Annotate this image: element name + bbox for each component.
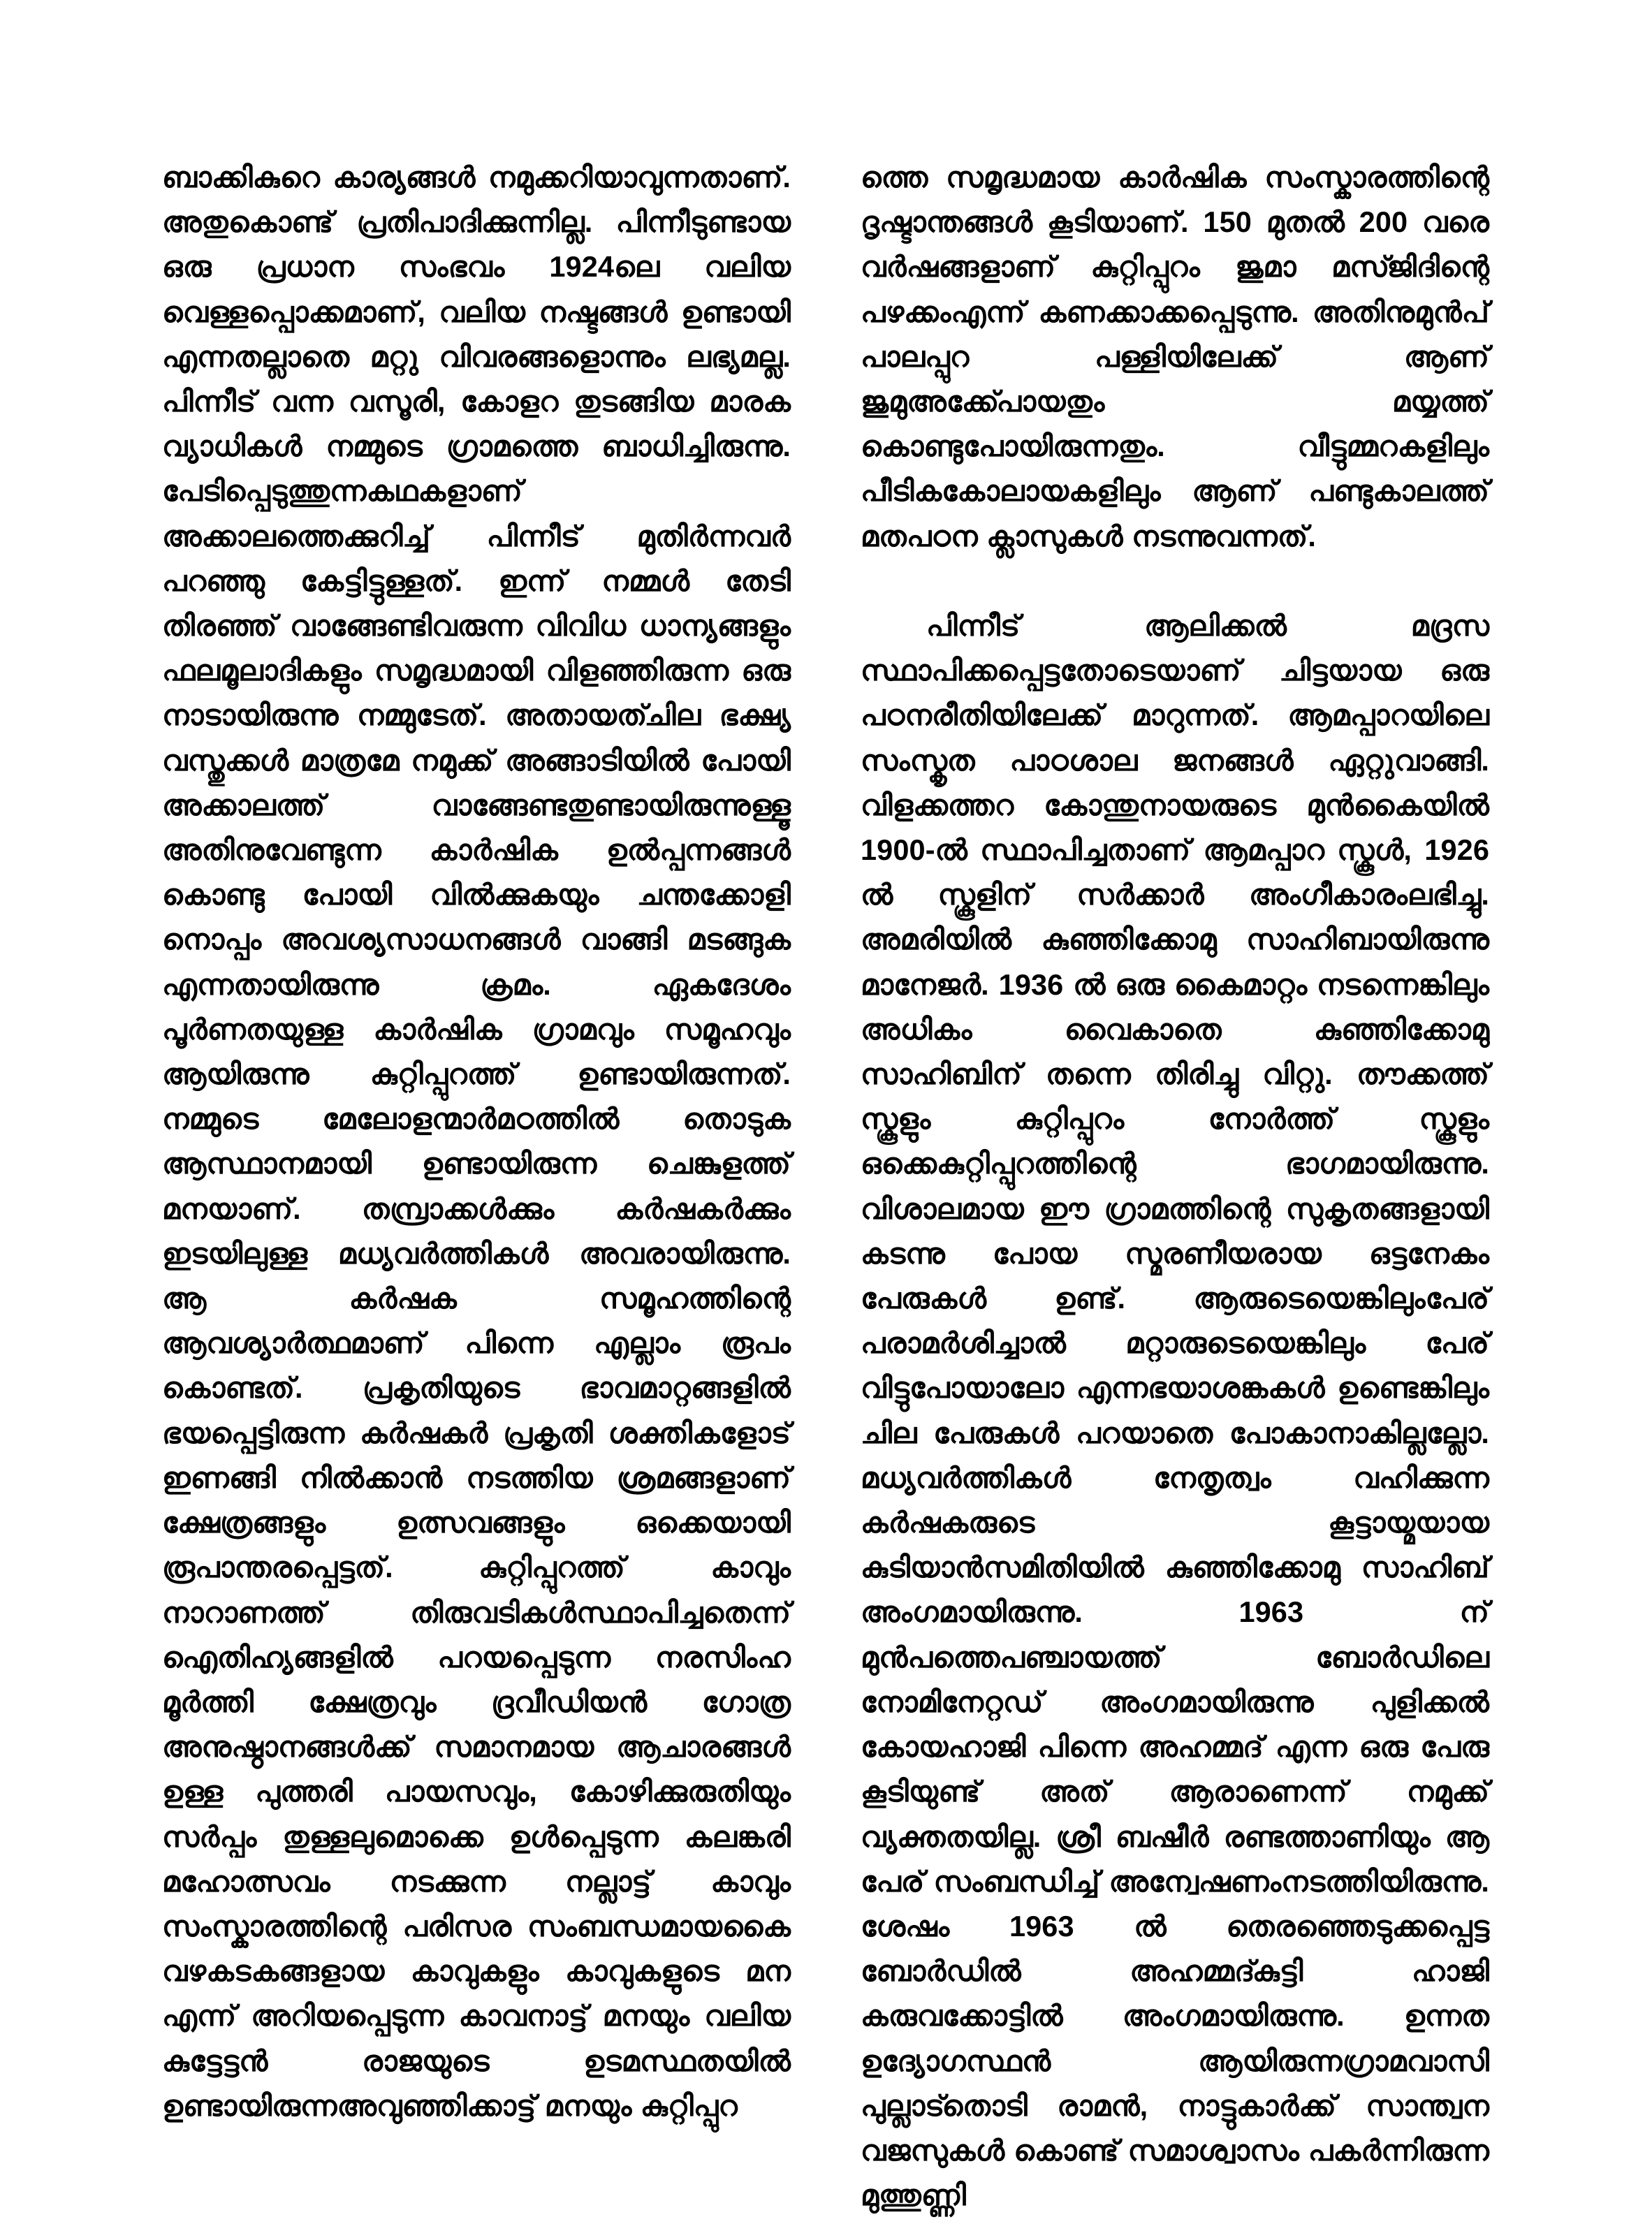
left-column-paragraph-1: ബാക്കികുറെ കാര്യങ്ങൾ നമുക്കറിയാവുന്നതാണ്. അതുകൊണ്ട് പ്രതിപാദിക്കുന്നില്ല. പിന്നീടുണ്ടായ ഒരു പ്രധാന സംഭവം 1924ലെ വലിയ വെള്ളപ്പൊക്കമാണ്, വലിയ നഷ്ടങ്ങൾ ഉണ്ടായി എന്നതല്ലാതെ മറ്റു വിവരങ്ങളൊന്നും ലഭ്യമല്ല. പിന്നീട് വന്ന വസൂരി, കോളറ തുടങ്ങിയ മാരക വ്യാധികൾ നമ്മുടെ ഗ്രാമത്തെ ബാധിച്ചിരുന്നു. പേടിപ്പെടുത്തുന്നകഥകളാണ് അക്കാലത്തെക്കുറിച്ച് പിന്നീട് മുതിർന്നവർ പറഞ്ഞു കേട്ടിട്ടുള്ളത്. ഇന്ന് നമ്മൾ തേടി തിരഞ്ഞ് വാങ്ങേണ്ടിവരുന്ന വിവിധ ധാന്യങ്ങളും ഫലമൂലാദികളും സമൃദ്ധമായി വിളഞ്ഞിരുന്ന ഒരു നാടായിരുന്നു നമ്മുടേത്. അതായത്ചില ഭക്ഷ്യ വസ്തുക്കൾ മാത്രമേ നമുക്ക് അങ്ങാടിയിൽ പോയി അക്കാലത്ത് വാങ്ങേണ്ടതുണ്ടായിരുന്നുള്ളൂ അതിനുവേണ്ടുന്ന കാർഷിക ഉൽപ്പന്നങ്ങൾ കൊണ്ടു പോയി വിൽക്കുകയും ചന്തക്കോളി നൊപ്പം അവശ്യസാധനങ്ങൾ വാങ്ങി മടങ്ങുക എന്നതായിരുന്നു ക്രമം. ഏകദേശം പൂർണതയുള്ള കാർഷിക ഗ്രാമവും സമൂഹവും ആയിരുന്നു കുറ്റിപ്പുറത്ത് ഉണ്ടായിരുന്നത്. നമ്മുടെ മേലോളന്മാർമഠത്തിൽ തൊടുക ആസ്ഥാനമായി ഉണ്ടായിരുന്ന ചെങ്കുളത്ത് മനയാണ്. തമ്പ്രാക്കൾക്കും കർഷകർക്കും ഇടയിലുള്ള മധ്യവർത്തികൾ അവരായിരുന്നു. ആ കർഷക സമൂഹത്തിന്റെ ആവശ്യാർത്ഥമാണ് പിന്നെ എല്ലാം രൂപം കൊണ്ടത്. പ്രകൃതിയുടെ ഭാവമാറ്റങ്ങളിൽ ഭയപ്പെട്ടിരുന്ന കർഷകർ പ്രകൃതി ശക്തികളോട് ഇണങ്ങി നിൽക്കാൻ നടത്തിയ ശ്രമങ്ങളാണ് ക്ഷേത്രങ്ങളും ഉത്സവങ്ങളും ഒക്കെയായി രൂപാന്തരപ്പെട്ടത്. കുറ്റിപ്പുറത്ത് കാവും നാറാണത്ത് തിരുവടികൾസ്ഥാപിച്ചതെന്ന് ഐതിഹ്യങ്ങളിൽ പറയപ്പെടുന്ന നരസിംഹ മൂർത്തി ക്ഷേത്രവും ദ്രവീഡിയൻ ഗോത്ര അനുഷ്ഠാനങ്ങൾക്ക് സമാനമായ ആചാരങ്ങൾ ഉള്ള പുത്തരി പായസവും, കോഴിക്കുരുതിയും സർപ്പം തുള്ളലുമൊക്കെ ഉൾപ്പെടുന്ന കലങ്കരി മഹോത്സവം നടക്കുന്ന നല്ലാട്ട് കാവും സംസ്കാരത്തിന്റെ പരിസര സംബന്ധമായകൈ വഴകടകങ്ങളായ കാവുകളും കാവുകളുടെ മന എന്ന് അറിയപ്പെടുന്ന കാവനാട്ട് മനയും വലിയ കുട്ടേട്ടൻ രാജയുടെ ഉടമസ്ഥതയിൽ ഉണ്ടായിരുന്നഅവുഞ്ഞിക്കാട്ട് മനയും കുറ്റിപ്പുറ <box>162 161 791 2122</box>
right-column-paragraph-1: ത്തെ സമൃദ്ധമായ കാർഷിക സംസ്കാരത്തിന്റെ ദൃഷ്ടാന്തങ്ങൾ കൂടിയാണ്. 150 മുതൽ 200 വരെ വർഷങ്ങളാണ് കുറ്റിപ്പുറം ജുമാ മസ്ജിദിന്റെ പഴക്കംഎന്ന് കണക്കാക്കപ്പെടുന്നു. അതിനുമുൻപ് പാലപ്പുറ പള്ളിയിലേക്ക് ആണ് ജുമുഅക്ക്പോയതും മയ്യത്ത് കൊണ്ടുപോയിരുന്നതും. വീട്ടുമ്മറകളിലും പീടികകോലായകളിലും ആണ് പണ്ടുകാലത്ത് മതപഠന ക്ലാസുകൾ നടന്നുവന്നത്. <box>861 161 1489 553</box>
right-column-paragraph-2: പിന്നീട് ആലിക്കൽ മദ്രസ സ്ഥാപിക്കപ്പെട്ടതോടെയാണ് ചിട്ടയായ ഒരു പഠനരീതിയിലേക്ക് മാറുന്നത്. ആമപ്പാറയിലെ സംസ്കൃത പാഠശാല ജനങ്ങൾ ഏറ്റുവാങ്ങി. വിളക്കത്തറ കോന്തുനായരുടെ മുൻകൈയിൽ 1900-ൽ സ്ഥാപിച്ചതാണ് ആമപ്പാറ സ്കൂൾ, 1926 ൽ സ്കൂളിന് സർക്കാർ അംഗീകാരംലഭിച്ചു. അമരിയിൽ കുഞ്ഞിക്കോമു സാഹിബായിരുന്നു മാനേജർ. 1936 ൽ ഒരു കൈമാറ്റം നടന്നെങ്കിലും അധികം വൈകാതെ കുഞ്ഞിക്കോമു സാഹിബിന് തന്നെ തിരിച്ചു വിറ്റു. തൗക്കത്ത് സ്കൂളും കുറ്റിപ്പുറം നോർത്ത് സ്കൂളും ഒക്കെകുറ്റിപ്പുറത്തിന്റെ ഭാഗമായിരുന്നു. വിശാലമായ ഈ ഗ്രാമത്തിന്റെ സുകൃതങ്ങളായി കടന്നു പോയ സ്മരണീയരായ ഒട്ടനേകം പേരുകൾ ഉണ്ട്. ആരുടെയെങ്കിലുംപേര് പരാമർശിച്ചാൽ മറ്റാരുടെയെങ്കിലും പേര് വിട്ടുപോയാലോ എന്നഭയാശങ്കകൾ ഉണ്ടെങ്കിലും ചില പേരുകൾ പറയാതെ പോകാനാകില്ലല്ലോ. മധ്യവർത്തികൾ നേതൃത്വം വഹിക്കുന്ന കർഷകരുടെ കൂട്ടായ്മയായ കുടിയാൻസമിതിയിൽ കുഞ്ഞിക്കോമു സാഹിബ് അംഗമായിരുന്നു. 1963 ന് മുൻപത്തെപഞ്ചായത്ത് ബോർഡിലെ നോമിനേറ്റഡ് അംഗമായിരുന്നു പുളിക്കൽ കോയഹാജി പിന്നെ അഹമ്മദ് എന്ന ഒരു പേരു കൂടിയുണ്ട് അത് ആരാണെന്ന് നമുക്ക് വ്യക്തതയില്ല. ശ്രീ ബഷീർ രണ്ടത്താണിയും ആ പേര് സംബന്ധിച്ച് അന്വേഷണംനടത്തിയിരുന്നു. ശേഷം 1963 ൽ തെരഞ്ഞെടുക്കപ്പെട്ട ബോർഡിൽ അഹമ്മദ്കുട്ടി ഹാജി കരുവക്കോട്ടിൽ അംഗമായിരുന്നു. ഉന്നത ഉദ്യോഗസ്ഥൻ ആയിരുന്നഗ്രാമവാസി പുല്ലാട്തൊടി രാമൻ, നാട്ടുകാർക്ക് സാന്ത്വന വജസുകൾ കൊണ്ട് സമാശ്വാസം പകർന്നിരുന്ന മുത്തുണ്ണി <box>861 609 1489 2212</box>
two-column-text-body <box>162 155 1489 2212</box>
right-text-column <box>861 155 1489 2218</box>
left-text-column <box>162 155 791 2128</box>
